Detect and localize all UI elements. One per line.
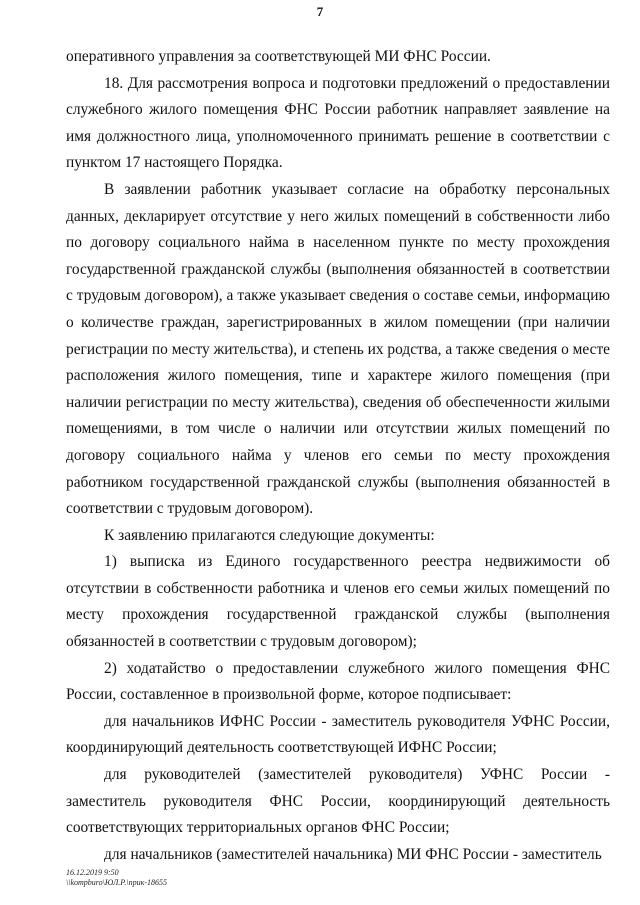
paragraph-list-item-2: 2) ходатайство о предоставлении служебного жилого помещения ФНС России, составленное в произвольной форме, которое подписывает: (66, 659, 610, 704)
document-body (66, 44, 610, 868)
paragraph-application-contents: В заявлении работник указывает согласие на обработку персональных данных, декларирует отсутствие у него жилых помещений в собственности либо по договору социального найма в населенном пункте по месту прохождения государственной гражданской службы (выполнения обязанностей в соответствии с трудовым договором), а также указывает сведения о составе семьи, информацию о количестве граждан, зарегистрированных в жилом помещении (при наличии регистрации по месту жительства), и степень их родства, а также сведения о месте расположения жилого помещения, типе и характере жилого помещения (при наличии регистрации по месту жительства), сведения об обеспеченности жилыми помещениями, в том числе о наличии или отсутствии жилых помещений по договору социального найма у членов его семьи по месту прохождения работником государственной гражданской службы (выполнения обязанностей в соответствии с трудовым договором). (66, 180, 610, 518)
paragraph-signer-mi-fns: для начальников (заместителей начальника) МИ ФНС России - заместитель (104, 845, 602, 863)
footer-stamp (66, 868, 167, 888)
paragraph-item-18: 18. Для рассмотрения вопроса и подготовки предложений о предоставлении служебного жилого помещения ФНС России работник направляет заявление на имя должностного лица, уполномоченного принимать решение в соответствии с пунктом 17 настоящего Порядка. (66, 74, 610, 172)
footer-file-path: \\kompburo\ЮЛ.Р.\npuк-18655 (66, 878, 168, 887)
paragraph-attachments-intro: К заявлению прилагаются следующие документы: (104, 526, 435, 544)
footer-timestamp: 16.12.2019 9:50 (66, 868, 119, 877)
page-number: 7 (316, 4, 324, 19)
paragraph-list-item-1: 1) выписка из Единого государственного реестра недвижимости об отсутствии в собственности работника и членов его семьи жилых помещений по месту прохождения государственной гражданской службы (выполнения обязанностей в соответствии с трудовым договором); (66, 553, 610, 651)
paragraph-continuation: оперативного управления за соответствующей МИ ФНС России. (66, 48, 491, 65)
paragraph-signer-ifns: для начальников ИФНС России - заместитель руководителя УФНС России, координирующий деятельность соответствующей ИФНС России; (66, 712, 610, 757)
paragraph-signer-ufns: для руководителей (заместителей руководителя) УФНС России - заместитель руководителя ФНС России, координирующий деятельность соответствующих территориальных органов ФНС России; (66, 766, 610, 837)
